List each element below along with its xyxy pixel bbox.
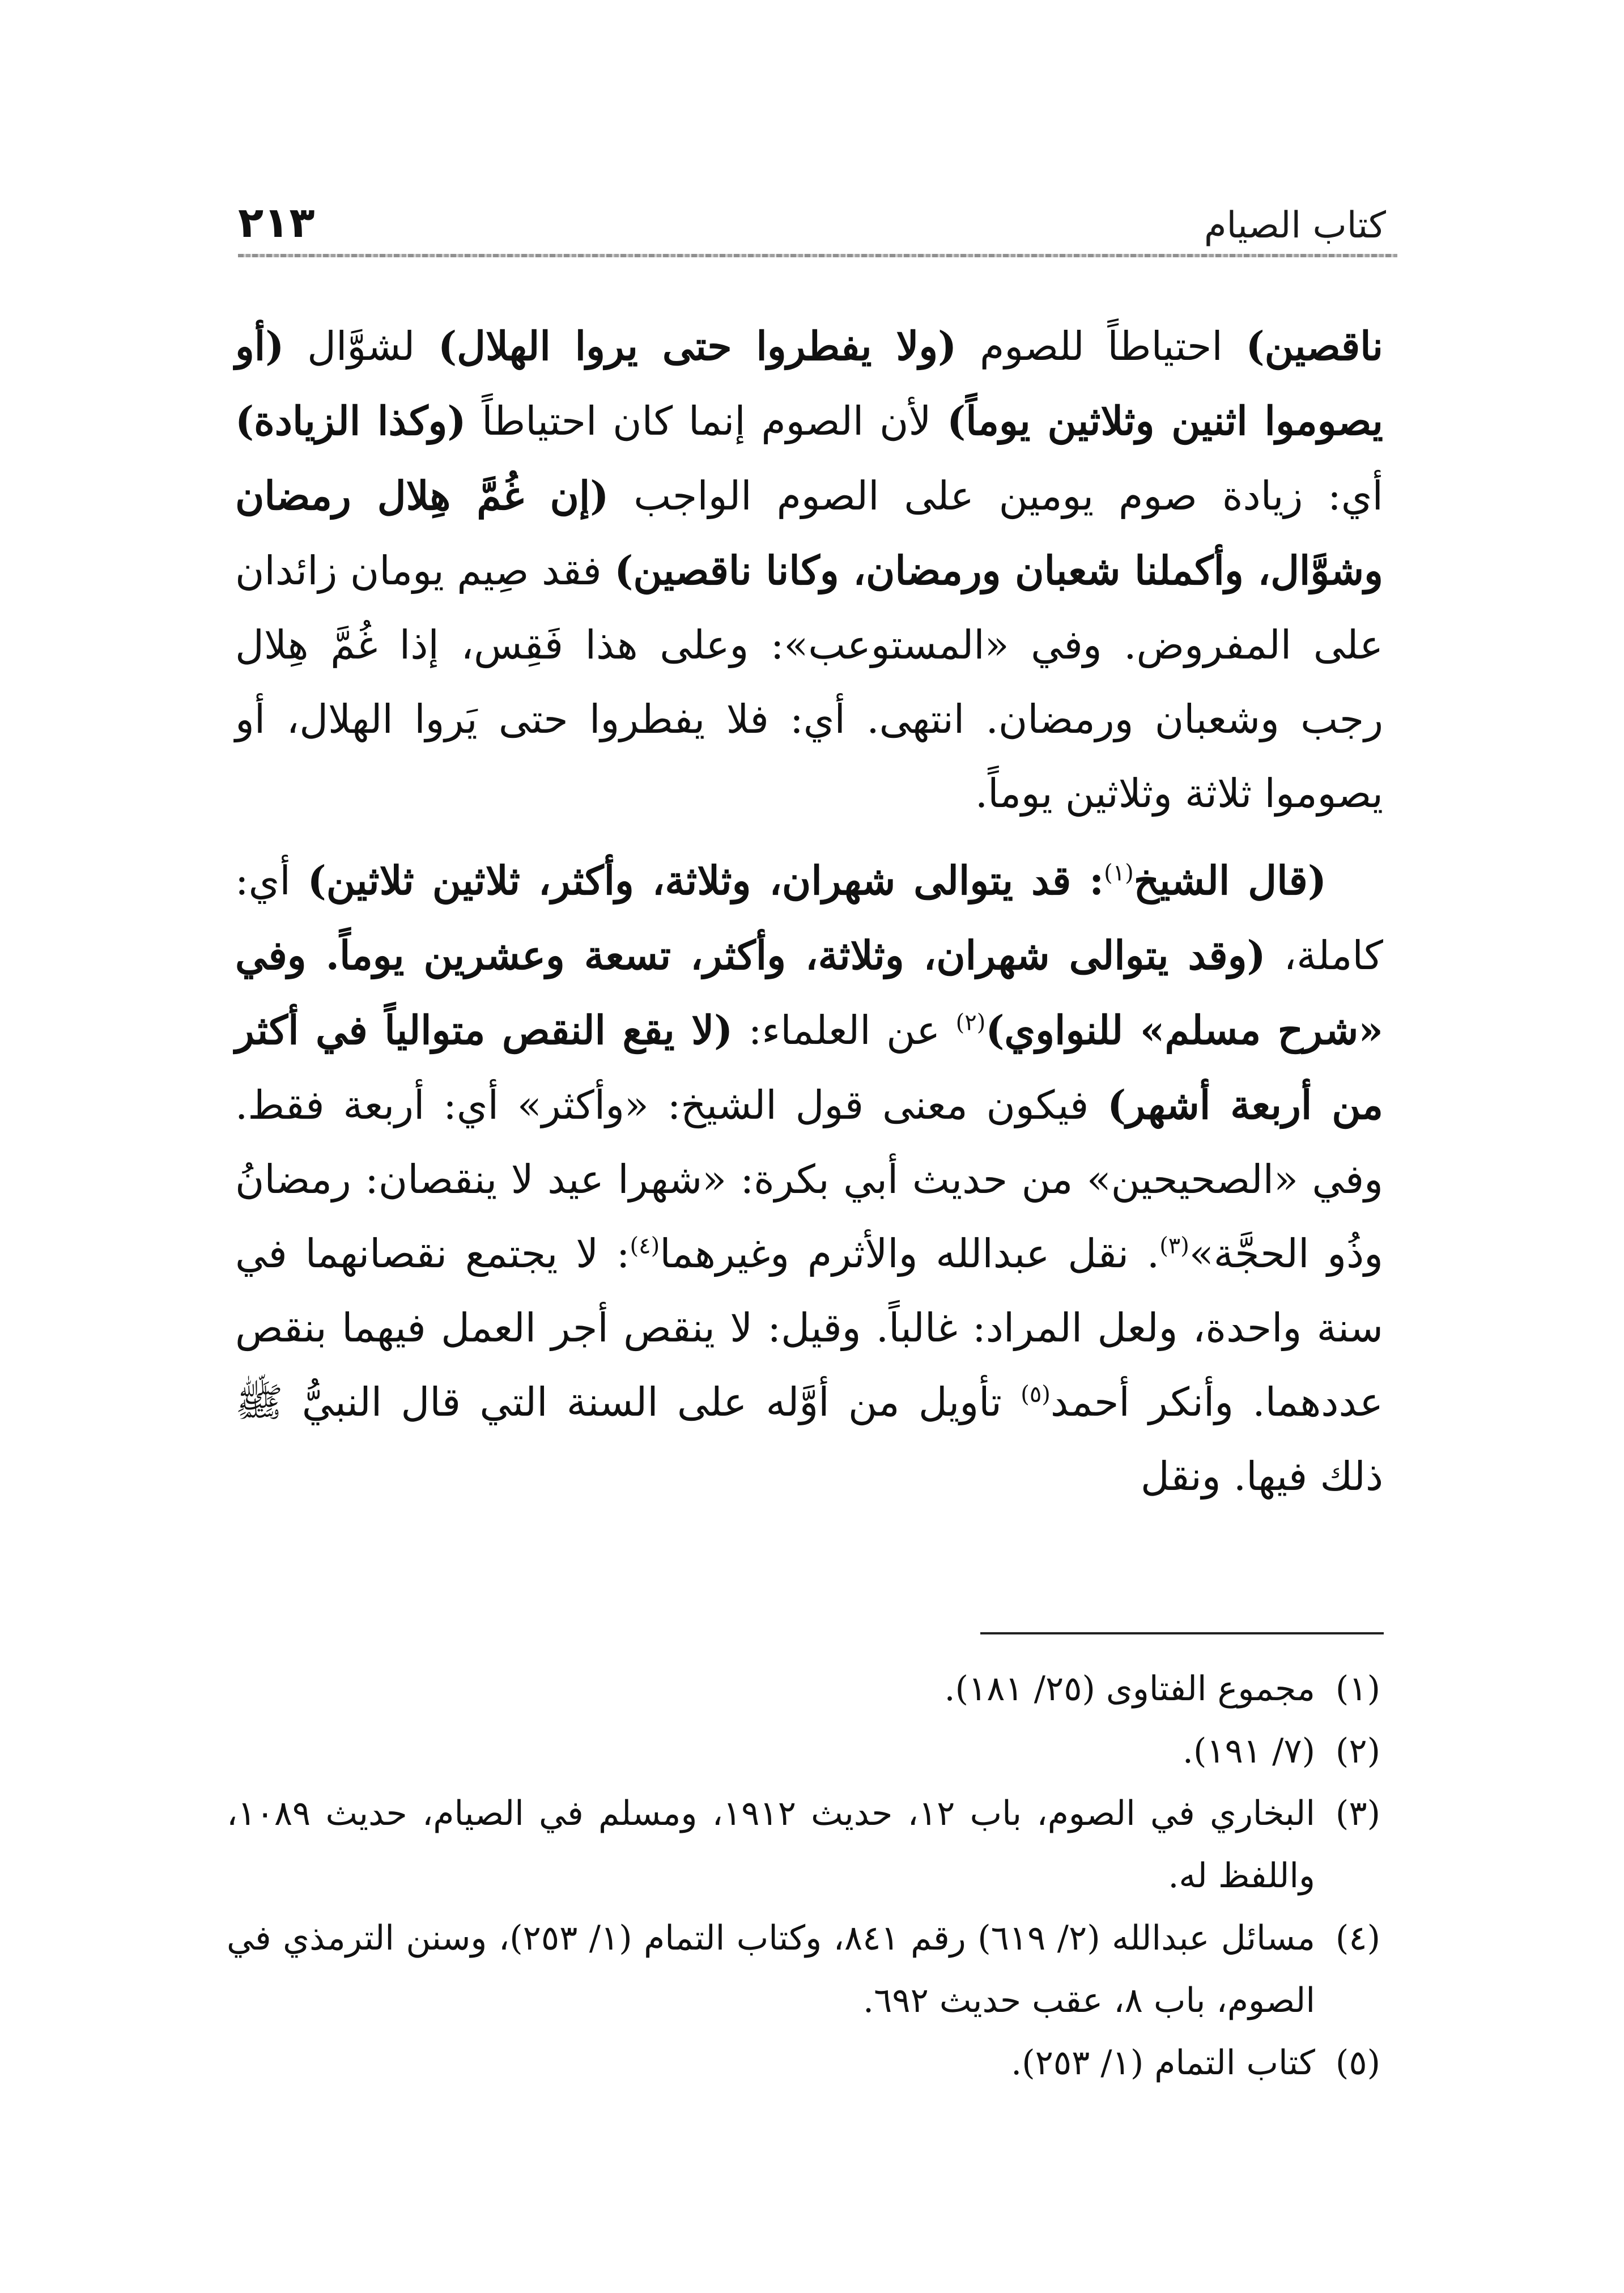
footnote-ref-2[interactable]: (٢) <box>955 1009 986 1036</box>
main-text <box>235 309 1383 1514</box>
commentary-text: أي: زيادة صوم يومين على الصوم الواجب <box>609 473 1383 519</box>
bold-matn: (وكذا الزيادة) <box>235 397 466 444</box>
footnote-text: كتاب التمام (١/ ٢٥٣). <box>1011 2043 1315 2083</box>
footnote-ref-4[interactable]: (٤) <box>630 1233 660 1259</box>
bold-matn: (أو يصوموا اثنين وثلاثين يوماً) <box>235 322 1383 444</box>
footnote-number: (٥) <box>1335 2043 1380 2083</box>
footnote-5 <box>227 2032 1380 2094</box>
footnote-number: (٤) <box>1335 1918 1380 1958</box>
footnote-ref-5[interactable]: (٥) <box>1021 1381 1051 1408</box>
commentary-text: تأويل من أوَّله على السنة التي قال النبيُّ ﷺ ذلك فيها. ونقل <box>235 1379 1383 1500</box>
bold-matn: (إن غُمَّ هِلال رمضان وشوَّال، وأكملنا شعبان ورمضان، وكانا ناقصين) <box>235 472 1383 594</box>
commentary-text: لأن الصوم إنما كان احتياطاً <box>466 398 947 444</box>
running-header <box>238 170 1386 247</box>
footnote-ref-3[interactable]: (٣) <box>1159 1233 1189 1259</box>
footnote-ref-1[interactable]: (١) <box>1104 860 1134 886</box>
commentary-text: : لا يجتمع نقصانهما في سنة واحدة، ولعل المراد: غالباً. وقيل: لا ينقص أجر العمل فيهما بنقص عددهما. وأنكر أحمد <box>235 1230 1383 1425</box>
bold-matn: (ولا يفطروا حتى يروا الهلال) <box>438 322 957 370</box>
footnote-1 <box>227 1658 1380 1720</box>
bold-matn: (قال الشيخ <box>1133 857 1327 904</box>
bold-matn: ناقصين) <box>1245 322 1383 370</box>
footnote-text: (٧/ ١٩١). <box>1182 1731 1315 1771</box>
footnote-text: مسائل عبدالله (٢/ ٦١٩) رقم ٨٤١، وكتاب التمام (١/ ٢٥٣)، وسنن الترمذي في الصوم، باب ٨، عقب حديث ٦٩٢. <box>227 1918 1316 2020</box>
commentary-text: فقد صِيم يومان زائدان على المفروض. وفي «المستوعب»: وعلى هذا فَقِس، إذا غُمَّ هِلال رجب وشعبان ورمضان. انتهى. أي: فلا يفطروا حتى يَروا الهلال، أو يصوموا ثلاثة وثلاثين يوماً. <box>235 547 1383 817</box>
commentary-text: . نقل عبدالله والأثرم وغيرهما <box>660 1230 1160 1277</box>
footnotes <box>227 1658 1380 2094</box>
bold-matn: (لا يقع النقص متوالياً في أكثر من أربعة أشهر) <box>235 1007 1383 1128</box>
footnote-number: (٣) <box>1335 1794 1380 1833</box>
bold-matn: : قد يتوالى شهران، وثلاثة، وأكثر، ثلاثين ثلاثين) <box>307 857 1104 904</box>
header-divider <box>238 254 1397 257</box>
commentary-text: أي: كاملة، <box>235 857 1383 979</box>
footnote-separator <box>980 1632 1384 1634</box>
footnote-2 <box>227 1720 1380 1782</box>
bold-matn: (وقد يتوالى شهران، وثلاثة، وأكثر، تسعة وعشرين يوماً. وفي «شرح مسلم» للنواوي) <box>235 932 1383 1054</box>
footnote-number: (٢) <box>1335 1731 1380 1771</box>
commentary-text: احتياطاً للصوم <box>956 323 1246 370</box>
footnote-4 <box>227 1907 1380 2032</box>
footnote-number: (١) <box>1335 1669 1380 1709</box>
chapter-title: كتاب الصيام <box>1204 205 1386 247</box>
footnote-text: مجموع الفتاوى (٢٥/ ١٨١). <box>944 1669 1315 1709</box>
footnote-text: البخاري في الصوم، باب ١٢، حديث ١٩١٢، ومسلم في الصيام، حديث ١٠٨٩، واللفظ له. <box>227 1794 1315 1896</box>
commentary-text: عن العلماء: <box>733 1007 956 1054</box>
footnote-3 <box>227 1782 1380 1907</box>
commentary-text: لشوَّال <box>284 323 439 370</box>
page-number: ٢١٣ <box>238 198 315 247</box>
commentary-text: فيكون معنى قول الشيخ: «وأكثر» أي: أربعة فقط. وفي «الصحيحين» من حديث أبي بكرة: «شهرا عيد لا ينقصان: رمضانُ وذُو الحجَّة» <box>235 1082 1383 1277</box>
paragraph-1 <box>235 309 1383 831</box>
paragraph-2 <box>235 843 1383 1514</box>
